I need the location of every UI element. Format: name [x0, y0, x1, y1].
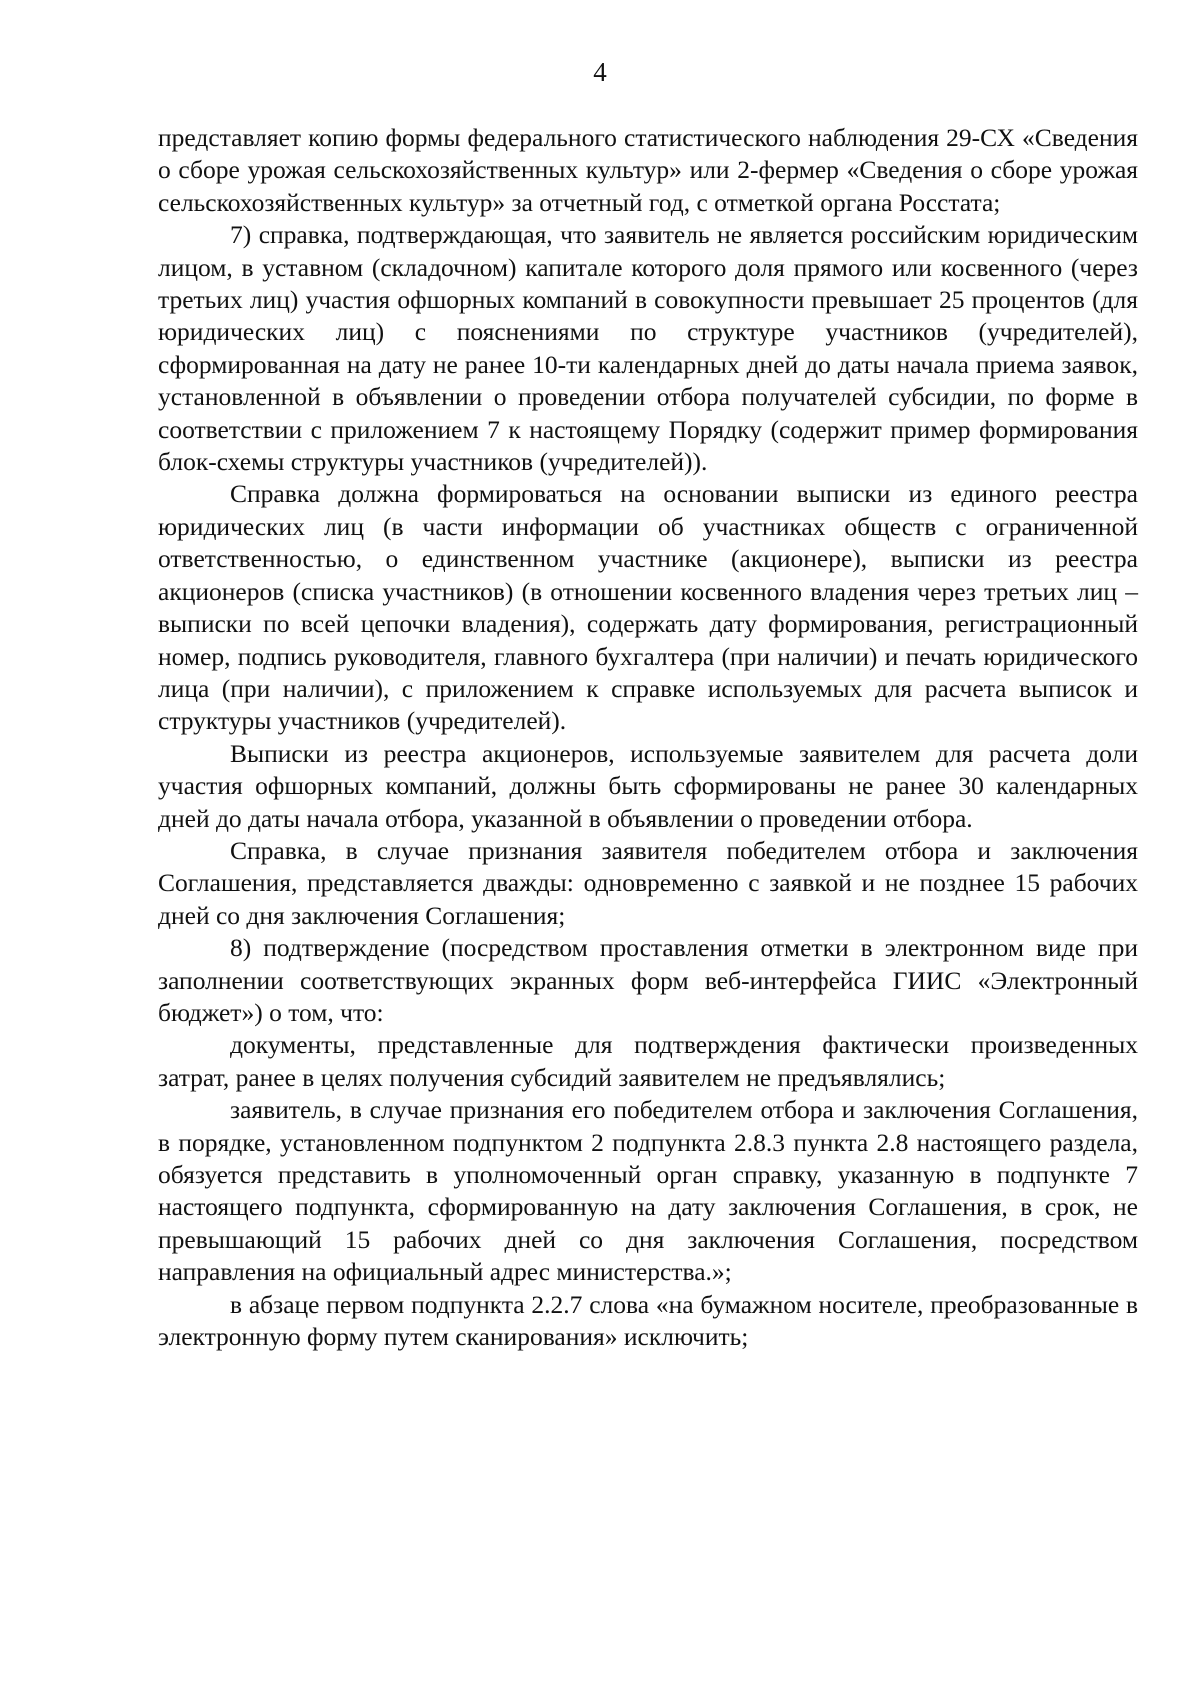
- paragraph-5: Справка, в случае признания заявителя победителем отбора и заключения Соглашения, представляется дважды: одновременно с заявкой и не позднее 15 рабочих дней со дня заключения Соглашения;: [158, 835, 1138, 930]
- paragraph-3: Справка должна формироваться на основании выписки из единого реестра юридических лиц (в части информации об участниках обществ с ограниченной ответственностью, о единственном участнике (акционере), выписки из реестра акционеров (списка участников) (в отношении косвенного владения через третьих лиц – выписки по всей цепочки владения), содержать дату формирования, регистрационный номер, подпись руководителя, главного бухгалтера (при наличии) и печать юридического лица (при наличии), с приложением к справке используемых для расчета выписок и структуры участников (учредителей).: [158, 479, 1138, 736]
- paragraph-1: представляет копию формы федерального статистического наблюдения 29-СХ «Сведения о сборе урожая сельскохозяйственных культур» или 2-фермер «Сведения о сборе урожая сельскохозяйственных культур» за отчетный год, с отметкой органа Росстата;: [158, 123, 1138, 217]
- paragraph-8: заявитель, в случае признания его победителем отбора и заключения Соглашения, в порядке, установленном подпунктом 2 подпункта 2.8.3 пункта 2.8 настоящего раздела, обязуется представить в уполномоченный орган справку, указанную в подпункте 7 настоящего подпункта, сформированную на дату заключения Соглашения, в срок, не превышающий 15 рабочих дней со дня заключения Соглашения, посредством направления на официальный адрес министерства.»;: [158, 1095, 1138, 1287]
- paragraph-7: документы, представленные для подтверждения фактически произведенных затрат, ранее в целях получения субсидий заявителем не предъявлялись;: [158, 1030, 1138, 1092]
- paragraph-2: 7) справка, подтверждающая, что заявитель не является российским юридическим лицом, в уставном (складочном) капитале которого доля прямого или косвенного (через третьих лиц) участия офшорных компаний в совокупности превышает 25 процентов (для юридических лиц) с пояснениями по структуре участников (учредителей), сформированная на дату не ранее 10-ти календарных дней до даты начала приема заявок, установленной в объявлении о проведении отбора получателей субсидии, по форме в соответствии с приложением 7 к настоящему Порядку (содержит пример формирования блок-схемы структуры участников (учредителей)).: [158, 220, 1138, 477]
- document-body: [158, 122, 1138, 1353]
- paragraph-4: Выписки из реестра акционеров, используемые заявителем для расчета доли участия офшорных компаний, должны быть сформированы не ранее 30 календарных дней до даты начала отбора, указанной в объявлении о проведении отбора.: [158, 738, 1138, 833]
- paragraph-6: 8) подтверждение (посредством проставления отметки в электронном виде при заполнении соответствующих экранных форм веб-интерфейса ГИИС «Электронный бюджет») о том, что:: [158, 933, 1138, 1027]
- paragraph-9: в абзаце первом подпункта 2.2.7 слова «на бумажном носителе, преобразованные в электронную форму путем сканирования» исключить;: [158, 1289, 1138, 1352]
- page-number: 4: [593, 57, 607, 87]
